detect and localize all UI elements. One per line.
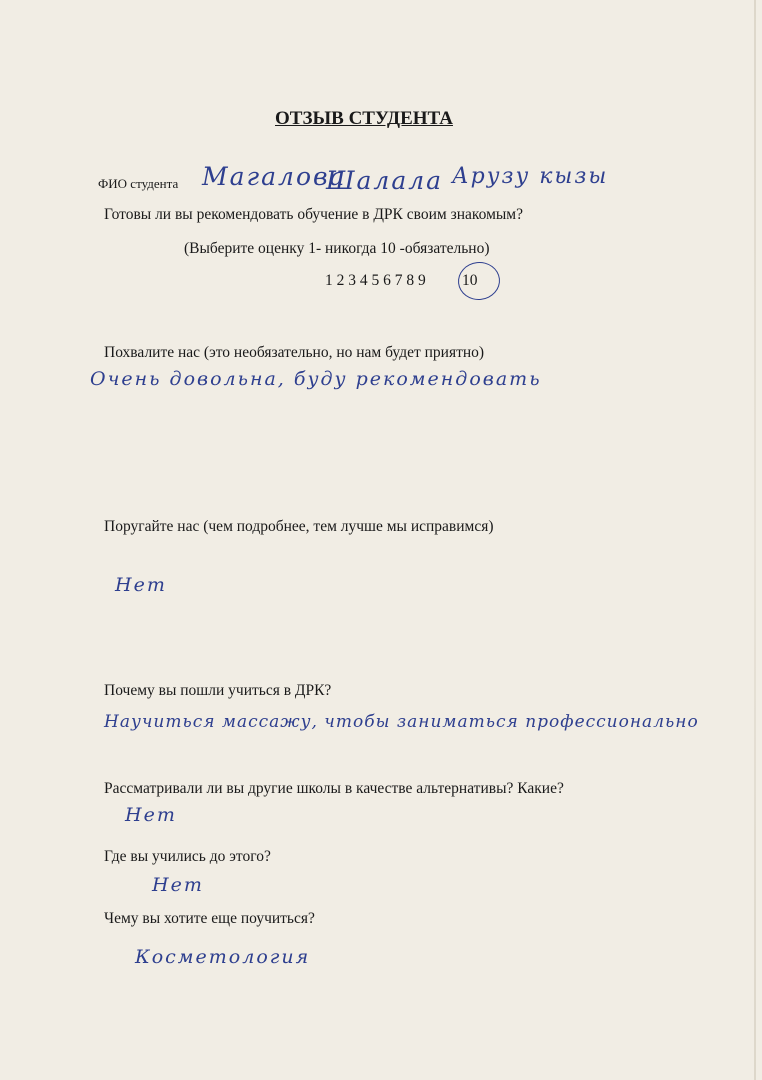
answer-first-name: Шалала <box>326 166 444 195</box>
answer-patronymic: Арузу кызы <box>452 164 609 189</box>
answer-alternatives: Нет <box>125 804 177 826</box>
page-edge <box>754 0 756 1080</box>
answer-why: Научиться массажу, чтобы заниматься профессионально <box>104 712 699 732</box>
rating-selected-value: 10 <box>462 272 478 289</box>
question-learn-more: Чему вы хотите еще поучиться? <box>104 910 315 927</box>
question-previous: Где вы учились до этого? <box>104 848 271 865</box>
question-praise: Похвалите нас (это необязательно, но нам будет приятно) <box>104 344 485 361</box>
question-criticize: Поругайте нас (чем подробнее, тем лучше мы исправимся) <box>104 518 494 535</box>
question-recommend: Готовы ли вы рекомендовать обучение в ДРК своим знакомым? <box>104 206 523 223</box>
rating-scale: 1 2 3 4 5 6 7 8 9 <box>325 272 426 289</box>
answer-learn-more: Косметология <box>135 946 311 968</box>
name-label: ФИО студента <box>98 176 179 191</box>
answer-praise: Очень довольна, буду рекомендовать <box>90 368 542 390</box>
question-why: Почему вы пошли учиться в ДРК? <box>104 682 332 699</box>
rating-selection-circle <box>456 260 502 302</box>
question-recommend-hint: (Выберите оценку 1- никогда 10 -обязательно) <box>184 240 490 257</box>
answer-surname: Магалова <box>202 162 347 191</box>
answer-criticize: Нет <box>115 574 167 596</box>
answer-previous: Нет <box>152 874 204 896</box>
question-alternatives: Рассматривали ли вы другие школы в качестве альтернативы? Какие? <box>104 780 564 797</box>
form-title: ОТЗЫВ СТУДЕНТА <box>275 108 453 129</box>
